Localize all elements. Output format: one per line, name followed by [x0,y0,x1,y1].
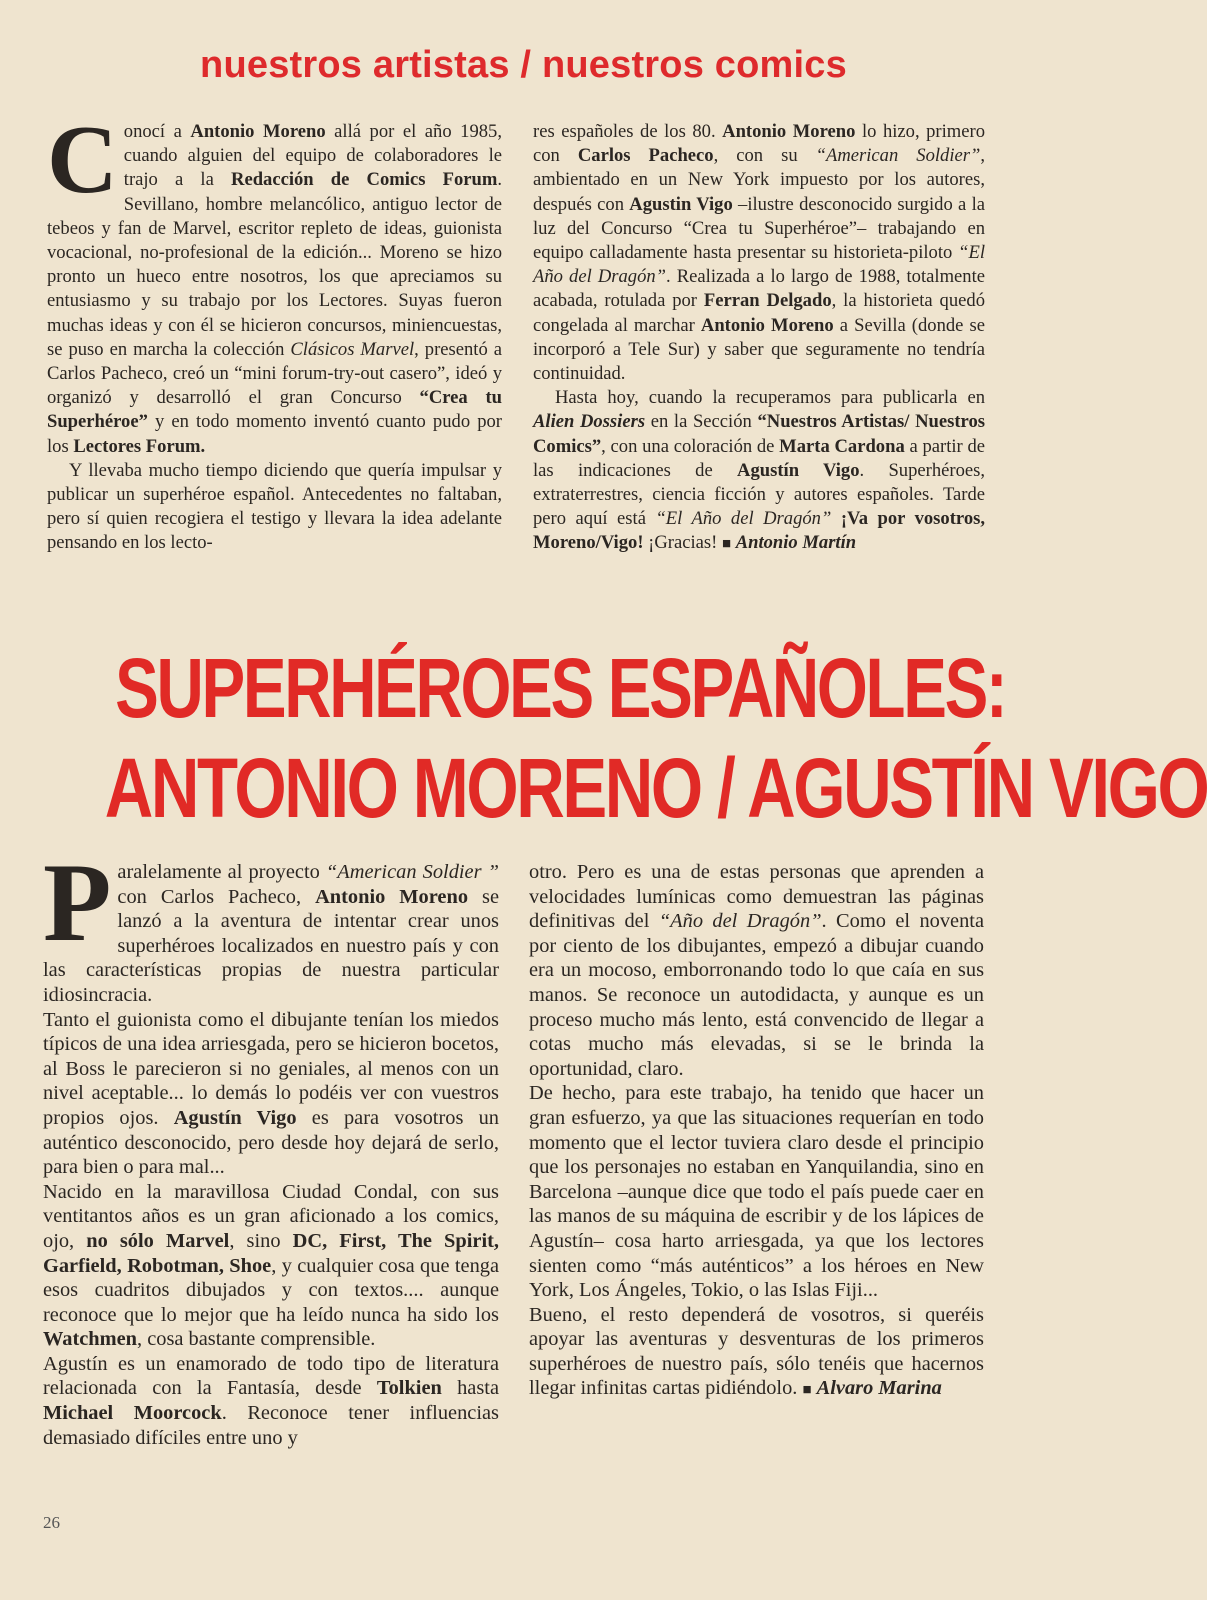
article-paragraph: De hecho, para este trabajo, ha tenido que hacer un gran esfuerzo, ya que las situaciones requerían en todo momento que el lector tuviera claro desde el principio que los personajes no estaban en Yanquilandia, sino en Barcelona –aunque dice que todo el país puede caer en las manos de su máquina de escribir y de los lápices de Agustín– cosa harto arriesgada, ya que los lectores sienten como “más auténticos” a los héroes en New York, Los Ángeles, Tokio, o las Islas Fiji... [529,1082,984,1302]
article-paragraph [43,841,499,1008]
article-right-column [529,860,984,1403]
article-left-column [43,841,500,1450]
intro-paragraph: Y llevaba mucho tiempo diciendo que quería impulsar y publicar un superhéroe español. Antecedentes no faltaban, pero sí quien recogiera el testigo y llevara la idea adelante pensando en los lecto- [47,459,502,554]
article-paragraph: Tanto el guionista como el dibujante tenían los miedos típicos de una idea arriesgada, pero se hicieron bocetos, al Boss le parecieron si no geniales, al menos con un nivel aceptable... lo demás lo podéis ver con vuestros propios ojos. Agustín Vigo es para vosotros un auténtico desconocido, pero desde hoy dejará de serlo, para bien o para mal... [43,1008,500,1179]
intro-left-column [47,106,503,556]
headline-line-1: SUPERHÉROES ESPAÑOLES: [115,641,1006,735]
drop-cap: P [43,841,112,965]
intro-paragraph [47,106,503,459]
article-paragraph: Bueno, el resto dependerá de vosotros, si queréis apoyar las aventuras y desventuras de los primeros superhéroes de nuestro país, sólo tenéis que hacernos llegar infinitas cartas pidiéndolo. ■ Alvaro Marina [529,1303,984,1400]
intro-right-column [533,120,985,557]
headline-line-2: ANTONIO MORENO / AGUSTÍN VIGO [104,741,1207,835]
article-paragraph: Nacido en la maravillosa Ciudad Condal, con sus ventitantos años es un gran aficionado a los comics, ojo, no sólo Marvel, sino DC, First, The Spirit, Garfield, Robotman, Shoe, y cualquier cosa que tenga esos cuadritos dibujados y con textos.... aunque reconoce que lo mejor que ha leído nunca ha sido los Watchmen, cosa bastante comprensible. [43,1180,500,1351]
drop-cap: C [47,106,118,214]
page-number: 26 [43,1513,60,1532]
section-header: nuestros artistas / nuestros comics [200,44,847,86]
intro-text: onocí a Antonio Moreno allá por el año 1985, cuando alguien del equipo de colaboradores le trajo a la Redacción de Comics Forum. Sevillano, hombre melancólico, antiguo lector de tebeos y fan de Marvel, escritor repleto de ideas, guionista vocacional, no-profesional de la edición... Moreno se hizo pronto un hueco entre nosotros, los que apreciamos su entusiasmo y su trabajo por los Lectores. Suyas fueron muchas ideas y con él se hicieron concursos, miniencuestas, se puso en marcha la colección Clásicos Marvel, presentó a Carlos Pacheco, creó un “mini forum-try-out casero”, ideó y organizó y desarrolló el gran Concurso “Crea tu Superhéroe” y en todo momento inventó cuanto pudo por los Lectores Forum. [47,121,503,457]
article-paragraph: otro. Pero es una de estas personas que aprenden a velocidades lumínicas como demuestran las páginas definitivas del “Año del Dragón”. Como el noventa por ciento de los dibujantes, empezó a dibujar cuando era un mocoso, emborronando todo lo que caía en sus manos. Se reconoce un autodidacta, y aunque es un proceso mucho más lento, está convencido de llegar a cotas mucho más elevadas, si se le brinda la oportunidad, claro. [529,861,985,1080]
intro-paragraph: res españoles de los 80. Antonio Moreno lo hizo, primero con Carlos Pacheco, con su “American Soldier”, ambientado en un New York impuesto por los autores, después con Agustin Vigo –ilustre desconocido surgido a la luz del Concurso “Crea tu Superhéroe”– trabajando en equipo calladamente hasta presentar su historieta-piloto “El Año del Dragón”. Realizada a lo largo de 1988, totalmente acabada, rotulada por Ferran Delgado, la historieta quedó congelada al marchar Antonio Moreno a Sevilla (donde se incorporó a Tele Sur) y saber que seguramente no tendría continuidad. [533,121,986,385]
article-paragraph: Agustín es un enamorado de todo tipo de literatura relacionada con la Fantasía, desde Tolkien hasta Michael Moorcock. Reconoce tener influencias demasiado difíciles entre uno y [43,1352,499,1449]
intro-paragraph: Hasta hoy, cuando la recuperamos para publicarla en Alien Dossiers en la Sección “Nuestros Artistas/ Nuestros Comics”, con una coloración de Marta Cardona a partir de las indicaciones de Agustín Vigo. Superhéroes, extraterrestres, ciencia ficción y autores españoles. Tarde pero aquí está “El Año del Dragón” ¡Va por vosotros, Moreno/Vigo! ¡Gracias! ■ Antonio Martín [533,387,985,554]
article-text: aralelamente al proyecto “American Soldier ” con Carlos Pacheco, Antonio Moreno se lanzó a la aventura de intentar crear unos superhéroes localizados en nuestro país y con las características propias de nuestra particular idiosincracia. [43,861,499,1006]
